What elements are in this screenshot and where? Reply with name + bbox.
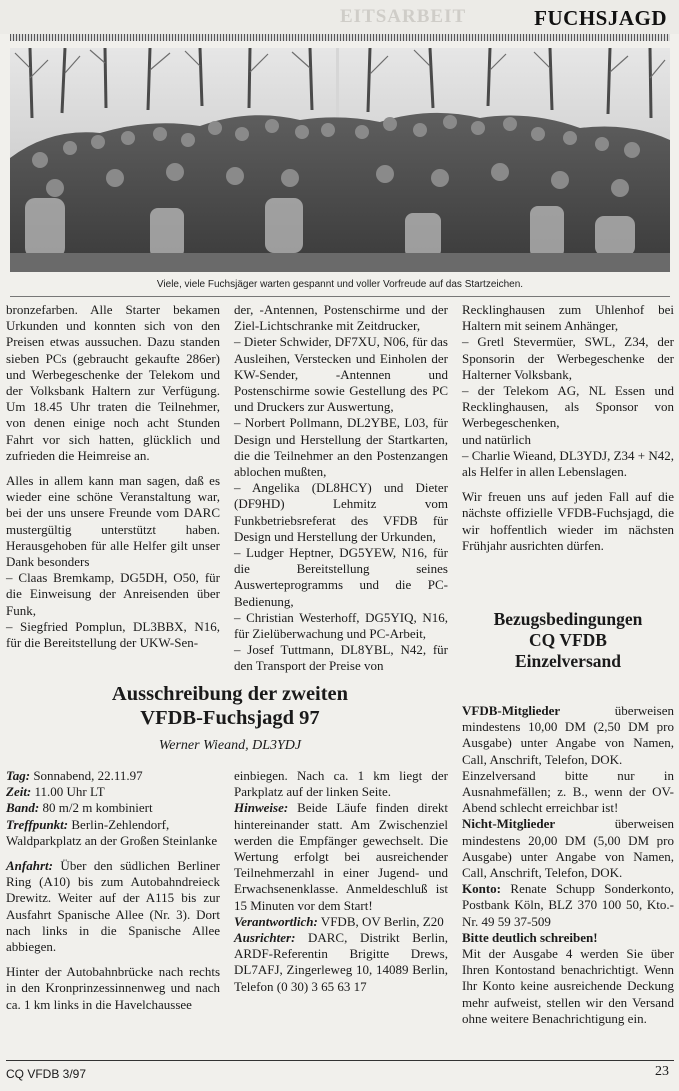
- treffpunkt-label: Treffpunkt:: [6, 816, 69, 832]
- article1-paragraph: bronzefarben. Alle Starter bekamen Urkunden und konnten sich von den Preisen etwas aussuchen. Dazu standen sieben PCs (gebraucht gekaufte 286er) und Werbegeschenke der Telekom und der Volksbank Haltern zur Verfügung. Um 18.45 Uhr traten die Teilnehmer, von denen einige noch acht Stunden Fahrt vor sich hatten, glücklich und zufrieden die Heimreise an.: [6, 302, 220, 463]
- article1-column3: [462, 302, 674, 563]
- header-bar: [0, 0, 679, 34]
- article1-paragraph: Alles in allem kann man sagen, daß es wieder eine schöne Veranstaltung war, bei der uns unsere Freunde vom DARC mustergültig unterstützt haben. Herausgehoben für alle Helfer gilt unser Dank besonders: [6, 473, 220, 570]
- treffpunkt-value: Berlin-Zehlendorf, Waldparkplatz an der Großen Steinlanke: [6, 816, 218, 848]
- verantwortlich-label: Verantwortlich:: [234, 913, 318, 929]
- crowd-photo: [10, 48, 670, 272]
- event-info: [6, 768, 220, 849]
- article2-byline: Werner Wieand, DL3YDJ: [158, 738, 302, 753]
- article1-paragraph: der, -Antennen, Postenschirme und der Ziel-Lichtschranke mit Zeitdrucker,: [234, 302, 448, 334]
- hinweise-paragraph: [234, 800, 448, 913]
- nicht-value: überweisen mindestens 20,00 DM (5,00 DM pro Ausgabe) unter Angabe von Namen, Call, Anschrift, Telefon, DOK.: [462, 816, 674, 881]
- article1-paragraph: – Christian Westerhoff, DG5YIQ, N16, für Zielüberwachung und PC-Arbeit,: [234, 609, 448, 642]
- article1-closing: Wir freuen uns auf jeden Fall auf die nächste offizielle VFDB-Fuchsjagd, die wir hoffentlich wieder im nächsten Frühjahr ausrichten dürfen.: [462, 489, 674, 553]
- article1-paragraph: – der Telekom AG, NL Essen und Recklinghausen, als Sponsor von Werbegeschenken,: [462, 383, 674, 431]
- ausrichter-label: Ausrichter:: [234, 930, 296, 946]
- zeit-label: Zeit:: [6, 784, 32, 800]
- box-title-line2: CQ VFDB: [529, 630, 607, 650]
- zeit-value: 11.00 Uhr LT: [31, 784, 105, 800]
- caption-rule: [10, 296, 670, 297]
- article1-paragraph: – Josef Tuttmann, DL8YBL, N42, für den Transport der Preise von: [234, 642, 448, 674]
- mitglieder-label: VFDB-Mitglieder: [462, 703, 561, 718]
- page-number: 23: [655, 1064, 669, 1079]
- article1-paragraph: – Angelika (DL8HCY) und Dieter (DF9HD) Lehmitz vom Funkbetriebsreferat des VFDB für Design und Herstellung der Urkunden,: [234, 480, 448, 544]
- nicht-paragraph: [462, 816, 674, 881]
- article1-paragraph: – Charlie Wieand, DL3YDJ, Z34 + N42, als Helfer in allen Lebenslagen.: [462, 447, 675, 480]
- section-title: FUCHSJAGD: [534, 6, 667, 30]
- box-title: [462, 609, 674, 672]
- hinweise-value: Beide Läufe finden direkt hintereinander statt. Am Zwischenziel werden die Empfänger gewechselt. Die Wertung erfolgt bei ausreichender Teilnehmerzahl in einer Jugend- und Erwachsenenklasse. Anmeldeschluß ist 15 Minuten vor dem Start!: [234, 800, 448, 913]
- article1-paragraph: – Siegfried Pomplun, DL3BBX, N16, für die Bereitstellung der UKW-Sen-: [6, 618, 220, 651]
- article1-column1: [6, 302, 220, 660]
- einbiegen-paragraph: einbiegen. Nach ca. 1 km liegt der Parkplatz auf der linken Seite.: [234, 768, 448, 800]
- article1-paragraph: – Ludger Heptner, DG5YEW, N16, für die Bereitstellung seines Auswerteprogramms und die PC-Bedienung,: [234, 545, 448, 609]
- konto-paragraph: [462, 881, 674, 930]
- band-value: 80 m/2 m kombiniert: [39, 800, 153, 816]
- anfahrt-label: Anfahrt:: [6, 858, 53, 874]
- header-ghost-text: EITSARBEIT: [340, 6, 467, 27]
- verantwortlich-value: VFDB, OV Berlin, Z20: [317, 913, 444, 929]
- hatch-rule: [10, 34, 670, 41]
- band-label: Band:: [6, 800, 40, 816]
- article2-title-line2: VFDB-Fuchsjagd 97: [140, 707, 320, 729]
- einzel-paragraph: Einzelversand bitte nur in Ausnahmefällen; z. B., wenn der OV-Abend schlecht erreichbar ist!: [462, 767, 674, 816]
- photo-caption: Viele, viele Fuchsjäger warten gespannt und voller Vorfreude auf das Startzeichen.: [156, 279, 524, 290]
- anfahrt-paragraph: [6, 858, 220, 955]
- article1-paragraph: – Gretl Stevermüer, SWL, Z34, der Sponsorin der Werbegeschenke der Halterner Volksbank,: [462, 334, 674, 382]
- konto-label: Konto:: [462, 881, 501, 897]
- article1-column2: [234, 302, 448, 684]
- article1-paragraph: – Dieter Schwider, DF7XU, N06, für das Ausleihen, Verstecken und Einholen der KW-Sender, -Antennen und Postenschirme sowie Gestellung des PC und Druckers zur Auswertung,: [234, 334, 448, 415]
- anfahrt-value: Über den südlichen Berliner Ring (A10) bis zum Autobahndreieck Drewitz. Weiter auf der A115 bis zur Ausfahrt Spanische Allee (Nr. 3). Dort nach links in die Spanische Allee abbiegen.: [6, 858, 220, 955]
- article2-column2: [234, 768, 448, 1004]
- article1-paragraph: – Claas Bremkamp, DG5DH, O50, für die Einweisung der Anreisenden über Funk,: [6, 570, 220, 618]
- article1-paragraph: Recklinghausen zum Uhlenhof bei Haltern mit seinem Anhänger,: [462, 302, 674, 334]
- article1-paragraph: und natürlich: [462, 431, 531, 447]
- ausrichter-value: DARC, Distrikt Berlin, ARDF-Referentin Brigitte Drews, DL7AFJ, Zingerleweg 10, 14089 Berlin, Telefon (0 30) 3 65 63 17: [234, 930, 448, 994]
- box-title-line3: Einzelversand: [515, 651, 621, 671]
- article1-paragraph: – Norbert Pollmann, DL2YBE, L03, für Design und Herstellung der Startkarten, die die Teilnehmer an den Postenzangen ablochen mußten,: [234, 415, 448, 480]
- ausrichter-paragraph: [234, 930, 448, 995]
- box-title-line1: Bezugsbedingungen: [493, 609, 643, 629]
- footer-rule: [6, 1060, 674, 1061]
- ausgabe-paragraph: Mit der Ausgabe 4 werden Sie über Ihren Kontostand benachrichtigt. Wenn Ihr Konto keine ausreichende Deckung mehr aufweist, stellen wir den Versand ohne weitere Benachrichtigung ein.: [462, 946, 674, 1026]
- konto-value: Renate Schupp Sonderkonto, Postbank Köln, BLZ 370 100 50, Kto.-Nr. 49 59 37-509: [462, 881, 674, 929]
- tag-label: Tag:: [6, 768, 31, 783]
- mitglieder-paragraph: [462, 703, 674, 768]
- article2-title-line1: Ausschreibung der zweiten: [111, 683, 349, 705]
- hinweise-label: Hinweise:: [234, 800, 289, 816]
- article2-column1: [6, 768, 220, 1022]
- footer-issue: CQ VFDB 3/97: [6, 1067, 87, 1081]
- verantwortlich-paragraph: [234, 914, 448, 930]
- mitglieder-value: überweisen mindestens 10,00 DM (2,50 DM pro Ausgabe) unter Angabe von Namen, Call, Anschrift, Telefon, DOK.: [462, 703, 674, 767]
- article2-title: [6, 682, 454, 730]
- box-body: [462, 703, 674, 1036]
- deutlich-notice: Bitte deutlich schreiben!: [462, 929, 598, 945]
- tag-value: Sonnabend, 22.11.97: [30, 768, 143, 783]
- hinter-paragraph: Hinter der Autobahnbrücke nach rechts in den Kronprinzessinnenweg und nach ca. 1 km links in die Havelchaussee: [6, 964, 220, 1012]
- nicht-label: Nicht-Mitglieder: [462, 816, 556, 832]
